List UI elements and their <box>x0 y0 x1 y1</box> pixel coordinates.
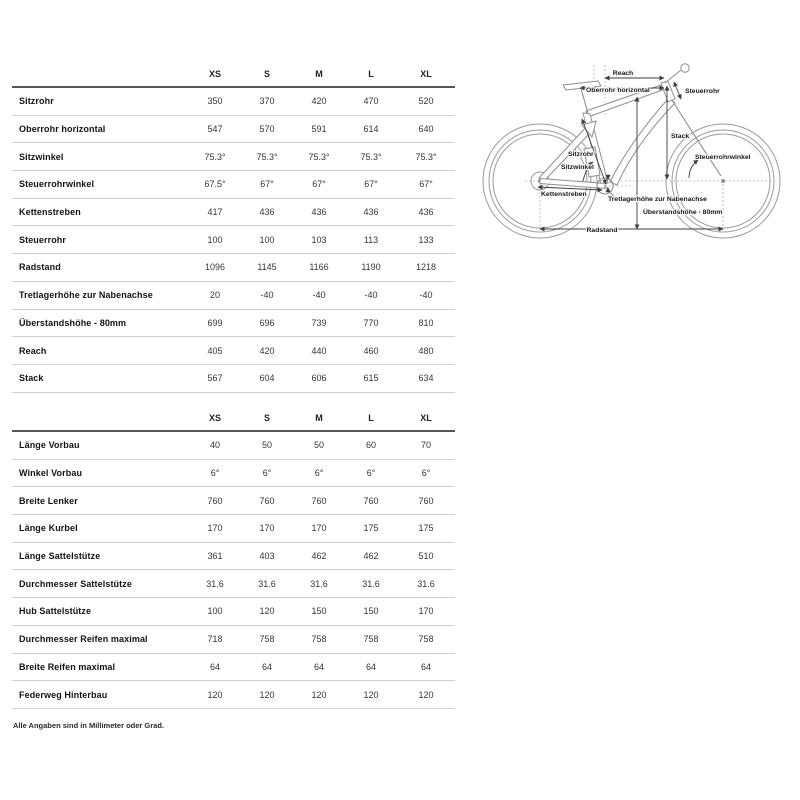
value-cell: 699 <box>207 317 223 328</box>
table-row <box>12 226 455 254</box>
value-cell: 75.3° <box>256 151 278 162</box>
value-cell: 75.3° <box>415 151 437 162</box>
value-cell: 547 <box>207 124 223 135</box>
table-row <box>12 171 455 199</box>
seattube-label: Sitzrohr <box>568 151 594 158</box>
value-cell: 170 <box>207 523 223 534</box>
row-label: Länge Sattelstütze <box>19 551 101 562</box>
row-label: Länge Vorbau <box>19 440 80 451</box>
value-cell: 634 <box>418 373 434 384</box>
value-cell: 606 <box>311 373 327 384</box>
value-cell: 758 <box>363 634 379 645</box>
value-cell: 436 <box>259 207 275 218</box>
value-cell: 20 <box>209 290 220 301</box>
value-cell: 31.6 <box>206 578 224 589</box>
value-cell: 810 <box>418 317 434 328</box>
value-cell: 120 <box>259 689 275 700</box>
value-cell: 120 <box>363 689 379 700</box>
value-cell: 510 <box>418 551 434 562</box>
value-cell: 760 <box>363 495 379 506</box>
value-cell: 103 <box>311 234 327 245</box>
value-cell: 739 <box>311 317 327 328</box>
value-cell: 6° <box>262 468 272 479</box>
value-cell: 758 <box>311 634 327 645</box>
down-tube <box>610 98 675 185</box>
size-column-header: M <box>315 413 323 423</box>
value-cell: 436 <box>363 207 379 218</box>
value-cell: 460 <box>363 345 379 356</box>
table-row <box>12 116 455 144</box>
row-label: Sitzwinkel <box>19 151 64 162</box>
row-label: Tretlagerhöhe zur Nabenachse <box>19 290 153 301</box>
standover-label: Überstandshöhe - 80mm <box>643 209 723 216</box>
size-column-header: XS <box>208 69 221 79</box>
value-cell: 570 <box>259 124 275 135</box>
value-cell: 64 <box>261 661 272 672</box>
value-cell: 120 <box>207 689 223 700</box>
value-cell: 718 <box>207 634 223 645</box>
value-cell: 67° <box>312 179 326 190</box>
value-cell: 405 <box>207 345 223 356</box>
size-column-header: XL <box>420 413 432 423</box>
value-cell: 480 <box>418 345 434 356</box>
value-cell: 50 <box>261 440 272 451</box>
value-cell: 1166 <box>309 262 329 273</box>
value-cell: 462 <box>363 551 379 562</box>
size-column-header: XL <box>420 69 432 79</box>
table-row <box>12 199 455 227</box>
value-cell: 120 <box>259 606 275 617</box>
value-cell: 436 <box>418 207 434 218</box>
table-row <box>12 487 455 515</box>
row-label: Reach <box>19 345 47 356</box>
value-cell: 440 <box>311 345 327 356</box>
table-row <box>12 515 455 543</box>
value-cell: 67° <box>419 179 433 190</box>
value-cell: 760 <box>311 495 327 506</box>
row-label: Winkel Vorbau <box>19 468 83 479</box>
row-label: Breite Reifen maximal <box>19 661 116 672</box>
value-cell: 31.6 <box>258 578 276 589</box>
geometry-table-frame <box>12 62 455 393</box>
value-cell: 614 <box>363 124 379 135</box>
value-cell: 100 <box>259 234 275 245</box>
value-cell: 520 <box>418 96 434 107</box>
table-row <box>12 254 455 282</box>
row-label: Steuerrohr <box>19 234 67 245</box>
table-row <box>12 626 455 654</box>
chainstay-label: Kettenstreben <box>541 191 587 198</box>
size-column-header: XS <box>208 413 221 423</box>
value-cell: 175 <box>418 523 434 534</box>
stem <box>665 70 681 83</box>
value-cell: 150 <box>311 606 327 617</box>
geometry-table-components <box>12 406 455 709</box>
value-cell: 470 <box>363 96 379 107</box>
table-row <box>12 143 455 171</box>
head-angle-label: Steuerrohrwinkel <box>695 154 751 161</box>
value-cell: 403 <box>259 551 275 562</box>
row-label: Länge Kurbel <box>19 523 78 534</box>
headtube-label: Steuerrohr <box>685 88 720 95</box>
value-cell: 591 <box>311 124 327 135</box>
value-cell: 170 <box>259 523 275 534</box>
seat-angle-label: Sitzwinkel <box>561 164 594 171</box>
value-cell: 758 <box>418 634 434 645</box>
value-cell: 64 <box>209 661 220 672</box>
toptube-label: Oberrohr horizontal <box>586 87 650 94</box>
size-column-header: L <box>368 69 374 79</box>
table-row <box>12 365 455 393</box>
size-column-header: S <box>263 413 270 423</box>
table-row <box>12 432 455 460</box>
value-cell: 770 <box>363 317 379 328</box>
row-label: Breite Lenker <box>19 495 78 506</box>
value-cell: 120 <box>311 689 327 700</box>
value-cell: 417 <box>207 207 223 218</box>
head-tube <box>661 81 675 102</box>
stack-label: Stack <box>671 133 690 140</box>
value-cell: 170 <box>311 523 327 534</box>
value-cell: 760 <box>418 495 434 506</box>
value-cell: 758 <box>259 634 275 645</box>
head-angle-arc <box>689 160 698 178</box>
row-label: Oberrohr horizontal <box>19 124 106 135</box>
size-header-row <box>12 406 455 432</box>
size-column-header: L <box>368 413 374 423</box>
row-label: Stack <box>19 373 44 384</box>
value-cell: 75.3° <box>308 151 330 162</box>
table-row <box>12 570 455 598</box>
value-cell: -40 <box>260 290 274 301</box>
table-row <box>12 282 455 310</box>
value-cell: 6° <box>366 468 376 479</box>
row-label: Radstand <box>19 262 61 273</box>
value-cell: 40 <box>209 440 220 451</box>
table-row <box>12 460 455 488</box>
size-header-row <box>12 62 455 88</box>
size-column-header: S <box>263 69 270 79</box>
value-cell: 175 <box>363 523 379 534</box>
value-cell: 6° <box>210 468 220 479</box>
value-cell: 370 <box>259 96 275 107</box>
size-column-header: M <box>315 69 323 79</box>
table-row <box>12 598 455 626</box>
value-cell: 100 <box>207 606 223 617</box>
value-cell: 113 <box>363 234 379 245</box>
value-cell: 615 <box>363 373 379 384</box>
table-row <box>12 654 455 682</box>
value-cell: 150 <box>363 606 379 617</box>
units-footnote: Alle Angaben sind in Millimeter oder Grad. <box>13 721 164 730</box>
value-cell: 1096 <box>204 262 226 273</box>
bb-drop-label: Tretlagerhöhe zur Nabenachse <box>608 196 707 203</box>
value-cell: 75.3° <box>360 151 382 162</box>
value-cell: -40 <box>364 290 378 301</box>
handlebar-grip <box>681 64 689 72</box>
chain-stay <box>540 179 605 189</box>
value-cell: 350 <box>207 96 223 107</box>
row-label: Durchmesser Reifen maximal <box>19 634 148 645</box>
value-cell: 67.5° <box>204 179 226 190</box>
value-cell: 1218 <box>415 262 437 273</box>
headtube-dimension <box>674 82 681 99</box>
value-cell: 604 <box>259 373 275 384</box>
value-cell: 1145 <box>257 262 277 273</box>
value-cell: -40 <box>312 290 326 301</box>
value-cell: 640 <box>418 124 434 135</box>
value-cell: 133 <box>418 234 434 245</box>
value-cell: 31.6 <box>362 578 380 589</box>
value-cell: 361 <box>207 551 223 562</box>
table-row <box>12 681 455 709</box>
row-label: Sitzrohr <box>19 96 54 107</box>
value-cell: 50 <box>313 440 324 451</box>
table-row <box>12 88 455 116</box>
table-row <box>12 337 455 365</box>
value-cell: 1190 <box>361 262 381 273</box>
value-cell: 75.3° <box>204 151 226 162</box>
value-cell: 70 <box>420 440 431 451</box>
value-cell: 760 <box>259 495 275 506</box>
value-cell: 64 <box>313 661 324 672</box>
table-row <box>12 310 455 338</box>
wheelbase-label: Radstand <box>586 227 618 234</box>
row-label: Federweg Hinterbau <box>19 689 108 700</box>
value-cell: 60 <box>365 440 376 451</box>
row-label: Überstandshöhe - 80mm <box>19 317 127 328</box>
row-label: Steuerrohrwinkel <box>19 179 95 190</box>
value-cell: 567 <box>207 373 223 384</box>
value-cell: 67° <box>364 179 378 190</box>
value-cell: 436 <box>311 207 327 218</box>
value-cell: 420 <box>259 345 275 356</box>
value-cell: 170 <box>418 606 434 617</box>
reach-label: Reach <box>612 70 634 77</box>
row-label: Hub Sattelstütze <box>19 606 92 617</box>
value-cell: 760 <box>207 495 223 506</box>
table-row <box>12 543 455 571</box>
value-cell: 31.6 <box>310 578 328 589</box>
value-cell: 462 <box>311 551 327 562</box>
value-cell: -40 <box>419 290 433 301</box>
row-label: Kettenstreben <box>19 207 81 218</box>
row-label: Durchmesser Sattelstütze <box>19 578 132 589</box>
value-cell: 120 <box>418 689 434 700</box>
value-cell: 100 <box>207 234 223 245</box>
value-cell: 67° <box>260 179 274 190</box>
value-cell: 64 <box>420 661 431 672</box>
value-cell: 64 <box>365 661 376 672</box>
value-cell: 420 <box>311 96 327 107</box>
value-cell: 31.6 <box>417 578 435 589</box>
value-cell: 6° <box>421 468 431 479</box>
value-cell: 696 <box>259 317 275 328</box>
value-cell: 6° <box>314 468 324 479</box>
bike-geometry-diagram <box>480 55 800 255</box>
